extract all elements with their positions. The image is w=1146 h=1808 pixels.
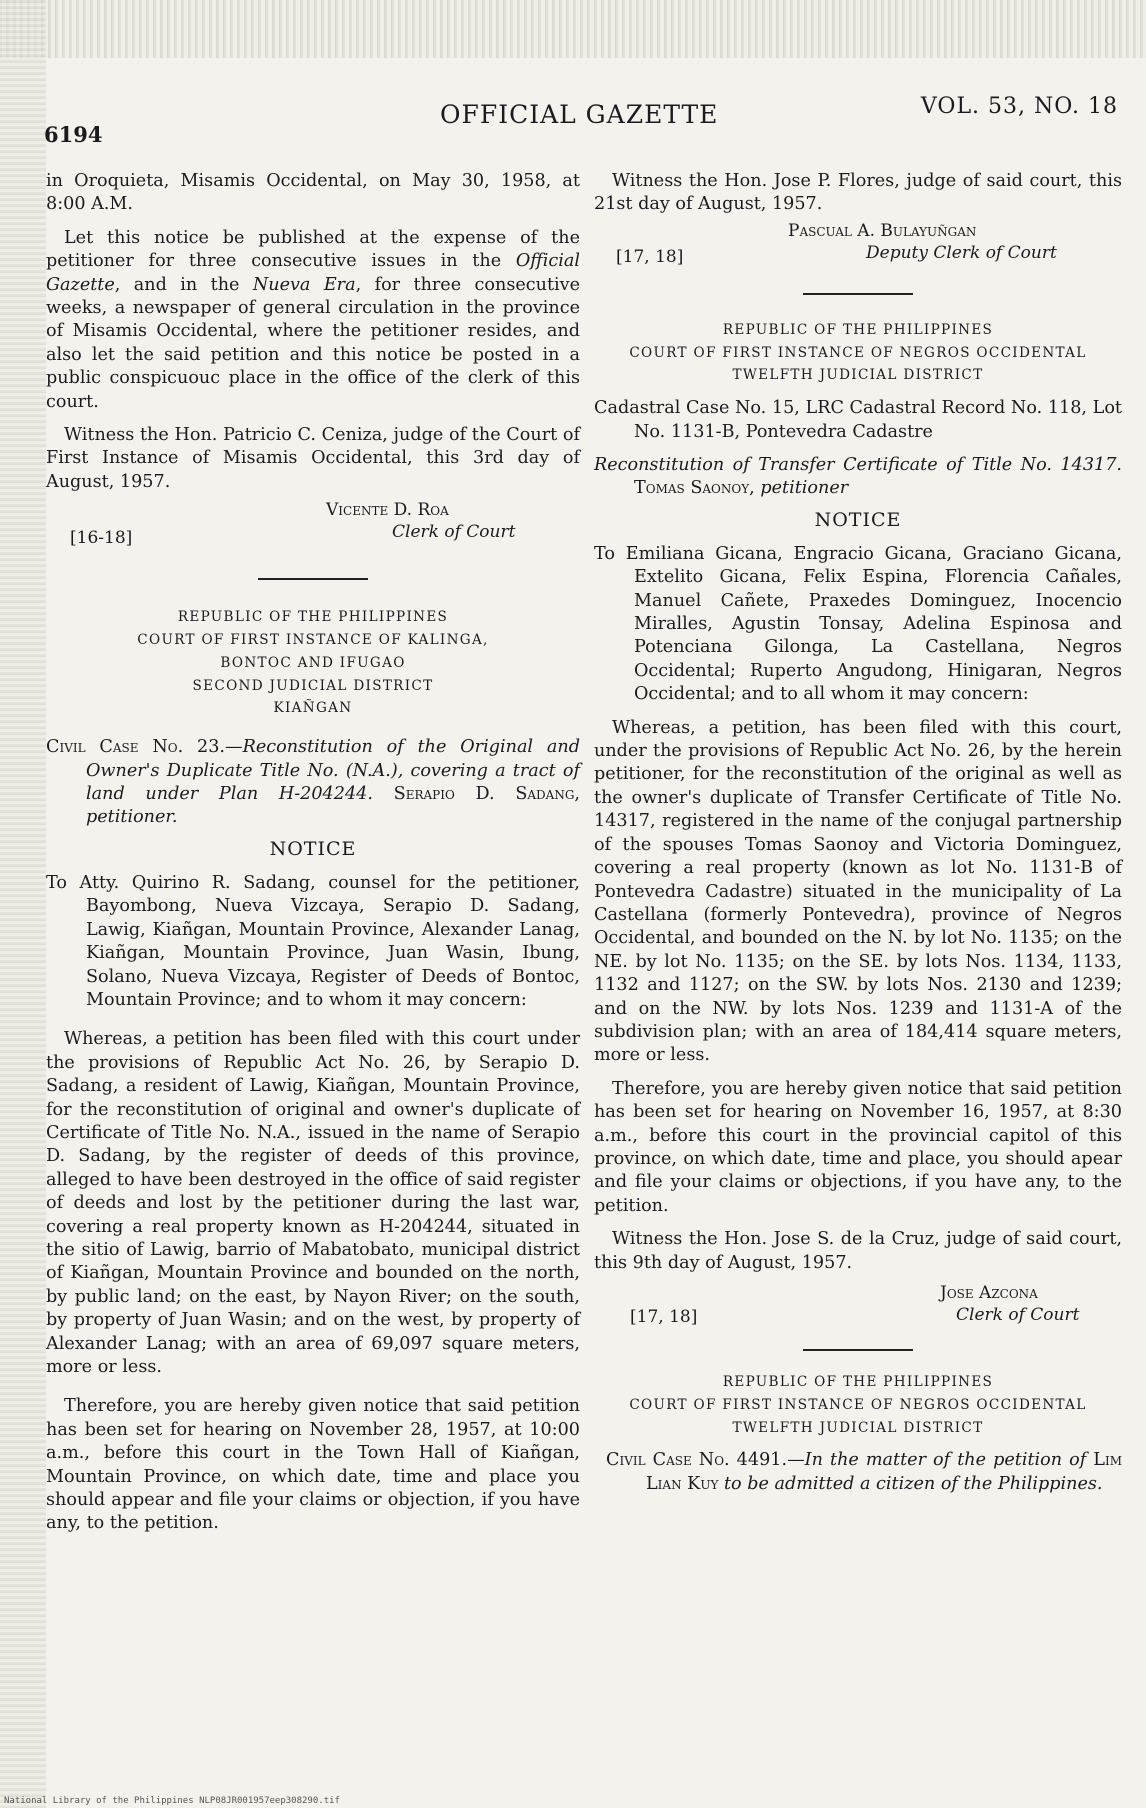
case-caption: Civil Case No. 4491.—In the matter of the petition of Lim Lian Kuy to be admitted a citizen of the Philippines.	[606, 1450, 1123, 1494]
signatory-title: Clerk of Court	[956, 1305, 1080, 1326]
signatory-name: Pascual A. Bulayuñgan	[788, 220, 977, 241]
case-caption: Civil Case No. 23.—Reconstitution of the Original and Owner's Duplicate Title No. (N.A.), covering a tract of land under Plan H-204244. Serapio D. Sadang, petitioner.	[46, 737, 581, 828]
court-heading: REPUBLIC OF THE PHILIPPINES COURT OF FIRST INSTANCE OF NEGROS OCCIDENTAL TWELFTH JUDICIAL DISTRICT	[629, 1374, 1087, 1436]
right-column	[594, 170, 1122, 1496]
issue-reference: [16-18]	[70, 528, 133, 549]
witness-paragraph: Witness the Hon. Jose S. de la Cruz, judge of said court, this 9th day of August, 1957.	[594, 1229, 1122, 1273]
witness-paragraph: Witness the Hon. Jose P. Flores, judge of said court, this 21st day of August, 1957.	[594, 171, 1122, 215]
page-number: 6194	[44, 122, 103, 147]
page-header	[0, 94, 1146, 147]
notice-heading: NOTICE	[814, 508, 902, 531]
notice-heading: NOTICE	[269, 837, 357, 860]
whereas-paragraph: Whereas, a petition, has been filed with this court, under the provisions of Republic Act No. 26, by the herein petitioner, for the reconstitution of the original as well as the owner's duplicate of Transfer Certificate of Title No. 14317, registered in the name of the conjugal partnership of the spouses Tomas Saonoy and Victoria Dominguez, covering a real property (known as lot No. 1131-B of Pontevedra Cadastre) situated in the municipality of La Castellana (formerly Pontevedra), province of Negros Occidental, and bounded on the N. by lot No. 1135; on the NE. by lot No. 1135; on the SE. by lots Nos. 1134, 1133, 1132 and 1127; on the SW. by lots Nos. 2130 and 1239; and on the NW. by lots Nos. 1239 and 1131-A of the subdivision plan; with an area of 184,414 square meters, more or less.	[594, 717, 1122, 1066]
addressees-paragraph: To Atty. Quirino R. Sadang, counsel for the petitioner, Bayombong, Nueva Vizcaya, Serapio D. Sadang, Lawig, Kiañgan, Mountain Province, Alexander Lanag, Kiañgan, Mountain Province, Juan Wasin, Ibung, Solano, Nueva Vizcaya, Register of Deeds of Bontoc, Mountain Province; and to whom it may concern:	[46, 872, 580, 1010]
witness-paragraph: Witness the Hon. Patricio C. Ceniza, judge of the Court of First Instance of Misamis Occidental, this 3rd day of August, 1957.	[46, 425, 580, 492]
court-heading: REPUBLIC OF THE PHILIPPINES COURT OF FIRST INSTANCE OF NEGROS OCCIDENTAL TWELFTH JUDICIAL DISTRICT	[629, 321, 1087, 384]
scan-noise-top	[0, 0, 1146, 58]
issue-reference: [17, 18]	[630, 1307, 698, 1328]
therefore-paragraph: Therefore, you are hereby given notice that said petition has been set for hearing on November 16, 1957, at 8:30 a.m., before this court in the provincial capitol of this province, on which date, time and place, you should apear and file your claims or objections, if you have any, to the petition.	[594, 1078, 1122, 1216]
signature-block	[46, 500, 580, 552]
signatory-title: Clerk of Court	[392, 522, 516, 543]
signatory-title: Deputy Clerk of Court	[866, 242, 1057, 263]
publication-title: OFFICIAL GAZETTE	[440, 100, 719, 129]
publication-order-paragraph: Let this notice be published at the expense of the petitioner for three consecutive issues in the Official Gazette, and in the Nueva Era, for three consecutive weeks, a newspaper of general circulation in the province of Misamis Occidental, where the petitioner resides, and also let the said petition and this notice be posted in a public conspicuouc place in the office of the clerk of this court.	[46, 227, 580, 412]
signatory-name: Vicente D. Roa	[326, 500, 449, 521]
therefore-paragraph: Therefore, you are hereby given notice that said petition has been set for hearing on November 28, 1957, at 10:00 a.m., before this court in the Town Hall of Kiañgan, Mountain Province, on which date, time and place you should appear and file your claims or objection, if you have any, to the petition.	[46, 1396, 580, 1534]
signatory-name: Jose Azcona	[940, 1283, 1038, 1304]
continued-paragraph: in Oroquieta, Misamis Occidental, on May 30, 1958, at 8:00 A.M.	[46, 171, 580, 215]
left-column	[46, 170, 580, 1536]
court-heading: REPUBLIC OF THE PHILIPPINES COURT OF FIRST INSTANCE OF KALINGA, BONTOC AND IFUGAO SECOND JUDICIAL DISTRICT KIAÑGAN	[137, 609, 489, 717]
cadastral-case-caption: Cadastral Case No. 15, LRC Cadastral Record No. 118, Lot No. 1131-B, Pontevedra Cadastre	[594, 398, 1122, 442]
reconstitution-caption: Reconstitution of Transfer Certificate of Title No. 14317. Tomas Saonoy, petitioner	[594, 455, 1122, 499]
volume-number: VOL. 53, NO. 18	[920, 94, 1118, 119]
addressees-paragraph: To Emiliana Gicana, Engracio Gicana, Graciano Gicana, Extelito Gicana, Felix Espina, Florencia Cañales, Manuel Cañete, Praxedes Dominguez, Inocencio Miralles, Agustin Tonsay, Adelina Espinosa and Potenciana Gilonga, La Castellana, Negros Occidental; Ruperto Angudong, Hinigaran, Negros Occidental; and to all whom it may concern:	[594, 543, 1122, 705]
whereas-paragraph: Whereas, a petition has been filed with this court under the provisions of Republic Act No. 26, by Serapio D. Sadang, a resident of Lawig, Kiañgan, Mountain Province, for the reconstitution of original and owner's duplicate of Certificate of Title No. N.A., issued in the name of Serapio D. Sadang, by the register of deeds of this province, alleged to have been destroyed in the office of said register of deeds and lost by the petitioner during the last war, covering a real property known as H-204244, situated in the sitio of Lawig, barrio of Mabatobato, municipal district of Kiañgan, Mountain Province and bounded on the north, by public land; on the east, by Nayon River; on the south, by property of Juan Wasin; and on the west, by property of Alexander Lanag; with an area of 69,097 square meters, more or less.	[46, 1029, 580, 1378]
issue-reference: [17, 18]	[616, 246, 684, 267]
scan-file-identifier: National Library of the Philippines NLP08JR001957eep308290.tif	[4, 1796, 340, 1806]
signature-block	[594, 1281, 1122, 1335]
scan-noise-left	[0, 0, 46, 1808]
signature-block	[594, 221, 1122, 271]
